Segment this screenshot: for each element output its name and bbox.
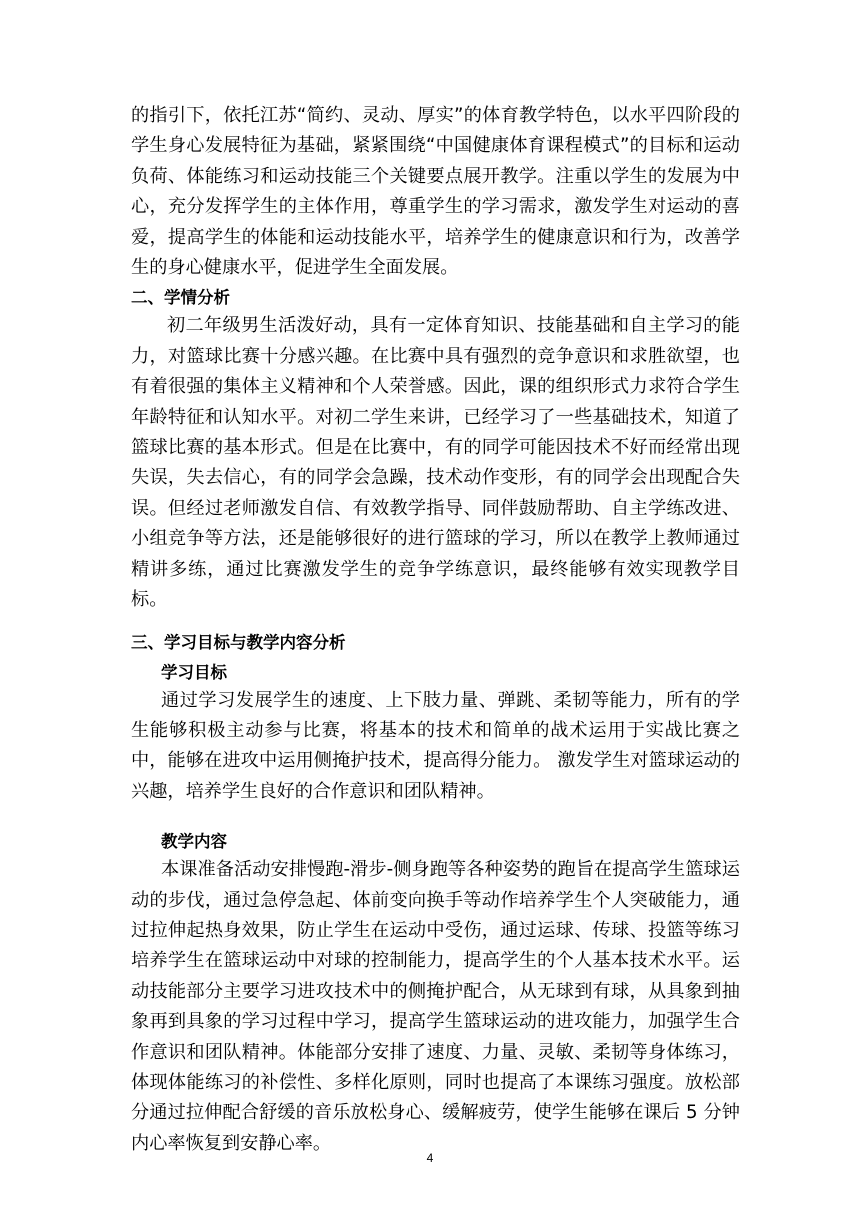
student-analysis-paragraph: 初二年级男生活泼好动，具有一定体育知识、技能基础和自主学习的能力，对篮球比赛十分感兴趣。在比赛中具有强烈的竞争意识和求胜欲望，也有着很强的集体主义精神和个人荣誉感。因此，课的组织形式力求符合学生年龄特征和认知水平。对初二学生来讲，已经学习了一些基础技术，知道了篮球比赛的基本形式。但是在比赛中，有的同学可能因技术不好而经常出现失误，失去信心，有的同学会急躁，技术动作变形，有的同学会出现配合失误。但经过老师激发自信、有效教学指导、同伴鼓励帮助、自主学练改进、小组竞争等方法，还是能够很好的进行篮球的学习，所以在教学上教师通过精讲多练，通过比赛激发学生的竞争学练意识，最终能够有效实现教学目标。 xyxy=(131,315,740,611)
section-heading-student-analysis: 二、学情分析 xyxy=(131,288,230,308)
subheading-teaching-content: 教学内容 xyxy=(161,832,227,852)
teaching-content-paragraph: 本课准备活动安排慢跑-滑步-侧身跑等各种姿势的跑旨在提高学生篮球运动的步伐，通过急停急起、体前变向换手等动作培养学生个人突破能力，通过拉伸起热身效果，防止学生在运动中受伤，通过运球、传球、投篮等练习培养学生在篮球运动中对球的控制能力，提高学生的个人基本技术水平。运动技能部分主要学习进攻技术中的侧掩护配合，从无球到有球，从具象到抽象再到具象的学习过程中学习，提高学生篮球运动的进攻能力，加强学生合作意识和团队精神。体能部分安排了速度、力量、灵敏、柔韧等身体练习，体现体能练习的补偿性、多样化原则，同时也提高了本课练习强度。放松部分通过拉伸配合舒缓的音乐放松身心、缓解疲劳，使学生能够在课后 5 分钟内心率恢复到安静心率。 xyxy=(131,859,740,1154)
page-content xyxy=(131,101,740,1159)
page-number: 4 xyxy=(426,1151,434,1165)
intro-continued-paragraph: 的指引下，依托江苏“简约、灵动、厚实”的体育教学特色，以水平四阶段的学生身心发展特征为基础，紧紧围绕“中国健康体育课程模式”的目标和运动负荷、体能练习和运动技能三个关键要点展开教学。注重以学生的发展为中心，充分发挥学生的主体作用，尊重学生的学习需求，激发学生对运动的喜爱，提高学生的体能和运动技能水平，培养学生的健康意识和行为，改善学生的身心健康水平，促进学生全面发展。 xyxy=(131,105,740,279)
section-heading-goals-and-content: 三、学习目标与教学内容分析 xyxy=(131,632,346,652)
subheading-learning-goals: 学习目标 xyxy=(161,662,227,682)
learning-goals-paragraph: 通过学习发展学生的速度、上下肢力量、弹跳、柔韧等能力，所有的学生能够积极主动参与比赛，将基本的技术和简单的战术运用于实战比赛之中，能够在进攻中运用侧掩护技术，提高得分能力。 激发学生对篮球运动的兴趣，培养学生良好的合作意识和团队精神。 xyxy=(131,689,740,802)
